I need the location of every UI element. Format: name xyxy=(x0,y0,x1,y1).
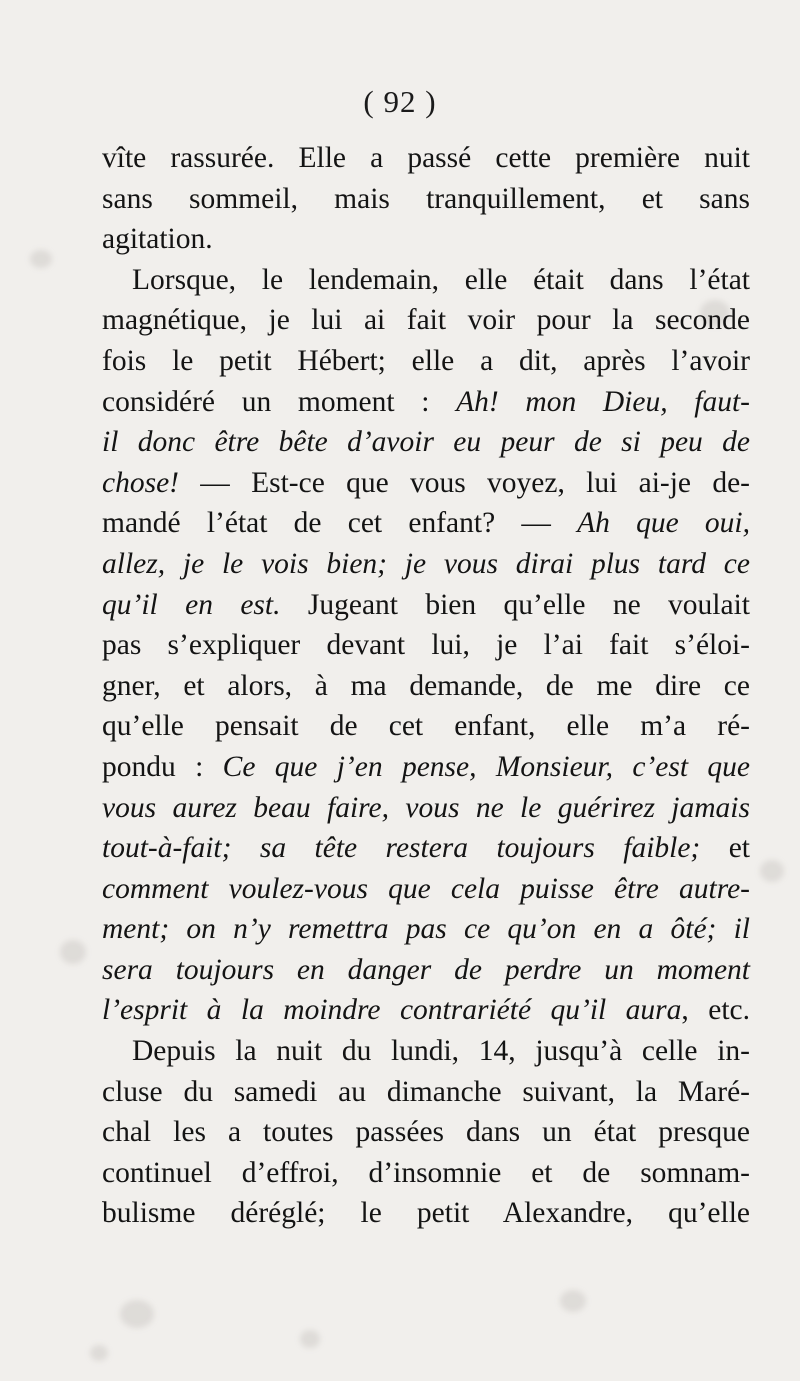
foxing-spot xyxy=(300,1330,320,1348)
text-segment: continuel d’effroi, d’insomnie et de somnam- xyxy=(102,1156,750,1189)
foxing-spot xyxy=(560,1290,586,1312)
text-line xyxy=(102,422,750,463)
italic-text-segment: vous aurez beau faire, vous ne le guérirez jamais xyxy=(102,791,750,824)
text-segment: sans sommeil, mais tranquillement, et sans xyxy=(102,182,750,215)
italic-text-segment: Ce que j’en pense, Monsieur, c’est que xyxy=(222,750,750,783)
text-line xyxy=(102,260,750,301)
text-line xyxy=(102,300,750,341)
text-line xyxy=(102,909,750,950)
text-line xyxy=(102,382,750,423)
foxing-spot xyxy=(30,250,52,268)
text-line xyxy=(102,1112,750,1153)
text-segment: agitation. xyxy=(102,223,213,256)
foxing-spot xyxy=(760,860,784,882)
italic-text-segment: Ah! mon Dieu, faut- xyxy=(456,385,750,418)
text-line xyxy=(102,341,750,382)
text-segment: Lorsque, le lendemain, elle était dans l’état xyxy=(132,263,750,296)
text-line xyxy=(102,138,750,179)
text-line xyxy=(102,544,750,585)
text-line xyxy=(102,585,750,626)
text-segment: mandé l’état de cet enfant? — xyxy=(102,507,578,540)
italic-text-segment: qu’il en est. xyxy=(102,588,281,621)
text-line xyxy=(102,747,750,788)
italic-text-segment: tout-à-fait; sa tête restera toujours faible; xyxy=(102,832,701,865)
text-line xyxy=(102,950,750,991)
italic-text-segment: comment voulez-vous que cela puisse être autre- xyxy=(102,872,750,905)
italic-text-segment: sera toujours en danger de perdre un moment xyxy=(102,953,750,986)
text-segment: gner, et alors, à ma demande, de me dire ce xyxy=(102,669,750,702)
text-line xyxy=(102,1031,750,1072)
italic-text-segment: ment; on n’y remettra pas ce qu’on en a ôté; il xyxy=(102,913,750,946)
text-line xyxy=(102,463,750,504)
text-segment: pas s’expliquer devant lui, je l’ai fait s’éloi- xyxy=(102,629,750,662)
text-line xyxy=(102,1072,750,1113)
text-line xyxy=(102,1193,750,1234)
page-number: ( 92 ) xyxy=(363,84,437,119)
italic-text-segment: l’esprit à la moindre contrariété qu’il aura xyxy=(102,994,682,1027)
text-line xyxy=(102,869,750,910)
text-segment: considéré un moment : xyxy=(102,385,457,418)
text-line xyxy=(102,666,750,707)
text-segment: qu’elle pensait de cet enfant, elle m’a ré- xyxy=(102,710,750,743)
text-segment: , etc. xyxy=(681,994,750,1027)
italic-text-segment: il donc être bête d’avoir eu peur de si peu de xyxy=(102,426,750,459)
text-line xyxy=(102,1153,750,1194)
foxing-spot xyxy=(60,940,86,964)
text-line xyxy=(102,503,750,544)
italic-text-segment: Ah que oui, xyxy=(577,507,750,540)
italic-text-segment: chose! xyxy=(102,466,179,499)
text-segment: pondu : xyxy=(102,750,223,783)
body-text xyxy=(102,138,750,1234)
text-segment: fois le petit Hébert; elle a dit, après l’avoir xyxy=(102,344,750,377)
text-segment: chal les a toutes passées dans un état presque xyxy=(102,1116,750,1149)
text-segment: et xyxy=(700,832,750,865)
text-segment: — Est-ce que vous voyez, lui ai-je de- xyxy=(179,466,750,499)
text-line xyxy=(102,625,750,666)
text-segment: vîte rassurée. Elle a passé cette première nuit xyxy=(102,142,750,174)
foxing-spot xyxy=(120,1300,154,1328)
foxing-spot xyxy=(90,1345,108,1361)
text-segment: bulisme déréglé; le petit Alexandre, qu’elle xyxy=(102,1197,750,1230)
text-line xyxy=(102,788,750,829)
italic-text-segment: allez, je le vois bien; je vous dirai plus tard ce xyxy=(102,547,750,580)
text-segment: Jugeant bien qu’elle ne voulait xyxy=(280,588,750,621)
text-segment: magnétique, je lui ai fait voir pour la seconde xyxy=(102,304,750,337)
text-line xyxy=(102,706,750,747)
text-line xyxy=(102,219,750,260)
text-line xyxy=(102,828,750,869)
text-segment: cluse du samedi au dimanche suivant, la Maré- xyxy=(102,1075,750,1108)
text-line xyxy=(102,990,750,1031)
text-line xyxy=(102,179,750,220)
text-segment: Depuis la nuit du lundi, 14, jusqu’à celle in- xyxy=(132,1035,750,1068)
